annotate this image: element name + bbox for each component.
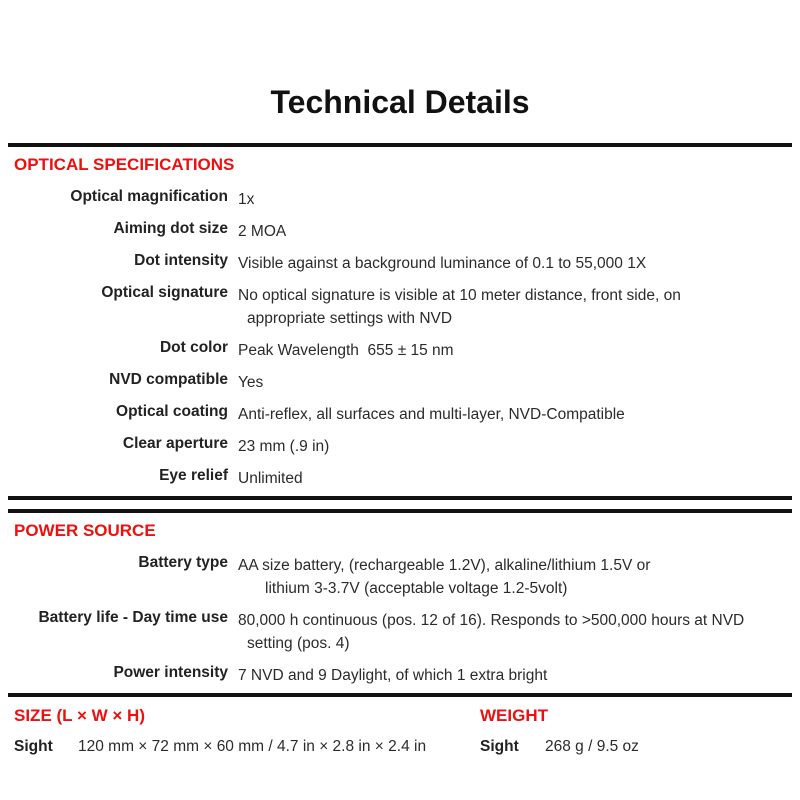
spec-label: Battery type xyxy=(138,554,228,571)
spec-value-line: Anti-reflex, all surfaces and multi-layer, NVD-Compatible xyxy=(238,406,625,423)
section-power-source xyxy=(0,513,800,684)
spec-label: Optical signature xyxy=(101,284,228,301)
spec-value xyxy=(228,435,329,458)
section-header-weight: WEIGHT xyxy=(480,706,548,725)
spec-label: NVD compatible xyxy=(109,371,228,388)
section-divider-double-upper xyxy=(8,496,792,500)
spec-value xyxy=(228,252,646,275)
spec-value xyxy=(228,339,454,362)
section-header-optical-specifications: OPTICAL SPECIFICATIONS xyxy=(14,155,235,174)
spec-row-dot-intensity xyxy=(0,249,800,272)
spec-row-aiming-dot-size xyxy=(0,217,800,240)
spec-row-optical-coating xyxy=(0,400,800,423)
section-header-power-source: POWER SOURCE xyxy=(14,521,156,540)
spec-value xyxy=(228,188,254,211)
spec-value-line: 2 MOA xyxy=(238,223,287,240)
size-row-value: 120 mm × 72 mm × 60 mm / 4.7 in × 2.8 in × 2.4 in xyxy=(78,738,427,755)
spec-value xyxy=(228,403,625,426)
spec-label: Power intensity xyxy=(113,664,228,681)
spec-value-line: appropriate settings with NVD xyxy=(247,310,453,327)
section-size xyxy=(0,706,480,758)
section-header-size: SIZE (L × W × H) xyxy=(14,706,145,725)
weight-row-value: 268 g / 9.5 oz xyxy=(545,738,639,755)
spec-value-line: 80,000 h continuous (pos. 12 of 16). Responds to >500,000 hours at NVD xyxy=(238,612,745,629)
spec-value-line: Yes xyxy=(238,374,264,391)
spec-label: Clear aperture xyxy=(122,435,228,452)
spec-value-line: Unlimited xyxy=(238,470,303,487)
spec-label: Dot color xyxy=(159,339,228,356)
spec-value xyxy=(228,220,286,243)
spec-row-optical-magnification xyxy=(0,185,800,208)
page-title: Technical Details xyxy=(270,84,530,120)
spec-label: Dot intensity xyxy=(134,252,228,269)
spec-row-power-intensity xyxy=(0,661,800,684)
spec-value-line: AA size battery, (rechargeable 1.2V), alkaline/lithium 1.5V or xyxy=(238,557,651,574)
spec-value-line: lithium 3-3.7V (acceptable voltage 1.2-5volt) xyxy=(265,580,568,597)
spec-value-line: 7 NVD and 9 Daylight, of which 1 extra bright xyxy=(238,667,548,684)
spec-value xyxy=(228,371,263,394)
spec-value xyxy=(228,664,547,687)
section-divider-bottom xyxy=(8,693,792,697)
size-weight-area xyxy=(0,706,800,758)
spec-value-line: Visible against a background luminance of 0.1 to 55,000 1X xyxy=(238,255,647,272)
spec-value xyxy=(228,609,744,655)
spec-row-clear-aperture xyxy=(0,432,800,455)
spec-value-line: Peak Wavelength 655 ± 15 nm xyxy=(238,342,454,359)
spec-row-dot-color xyxy=(0,336,800,359)
spec-value xyxy=(228,554,650,600)
power-rows xyxy=(0,551,800,684)
spec-row-eye-relief xyxy=(0,464,800,487)
section-weight xyxy=(480,706,800,758)
spec-row-battery-type xyxy=(0,551,800,597)
section-optical-specifications xyxy=(0,147,800,487)
size-row-sight xyxy=(0,735,480,758)
spec-label: Aiming dot size xyxy=(113,220,228,237)
spec-row-optical-signature xyxy=(0,281,800,327)
spec-value xyxy=(228,467,303,490)
spec-label: Battery life - Day time use xyxy=(38,609,228,626)
spec-label: Eye relief xyxy=(159,467,228,484)
weight-row-label: Sight xyxy=(480,738,519,755)
spec-row-battery-life-day-time-use xyxy=(0,606,800,652)
spec-value xyxy=(228,284,681,330)
spec-value-line: No optical signature is visible at 10 meter distance, front side, on xyxy=(238,287,681,304)
optical-rows xyxy=(0,185,800,487)
spec-value-line: 23 mm (.9 in) xyxy=(238,438,330,455)
spec-value-line: 1x xyxy=(238,191,255,208)
spec-value-line: setting (pos. 4) xyxy=(247,635,350,652)
weight-row-sight xyxy=(480,735,800,758)
spec-label: Optical coating xyxy=(116,403,228,420)
spec-row-nvd-compatible xyxy=(0,368,800,391)
size-row-label: Sight xyxy=(14,738,53,755)
spec-label: Optical magnification xyxy=(70,188,228,205)
